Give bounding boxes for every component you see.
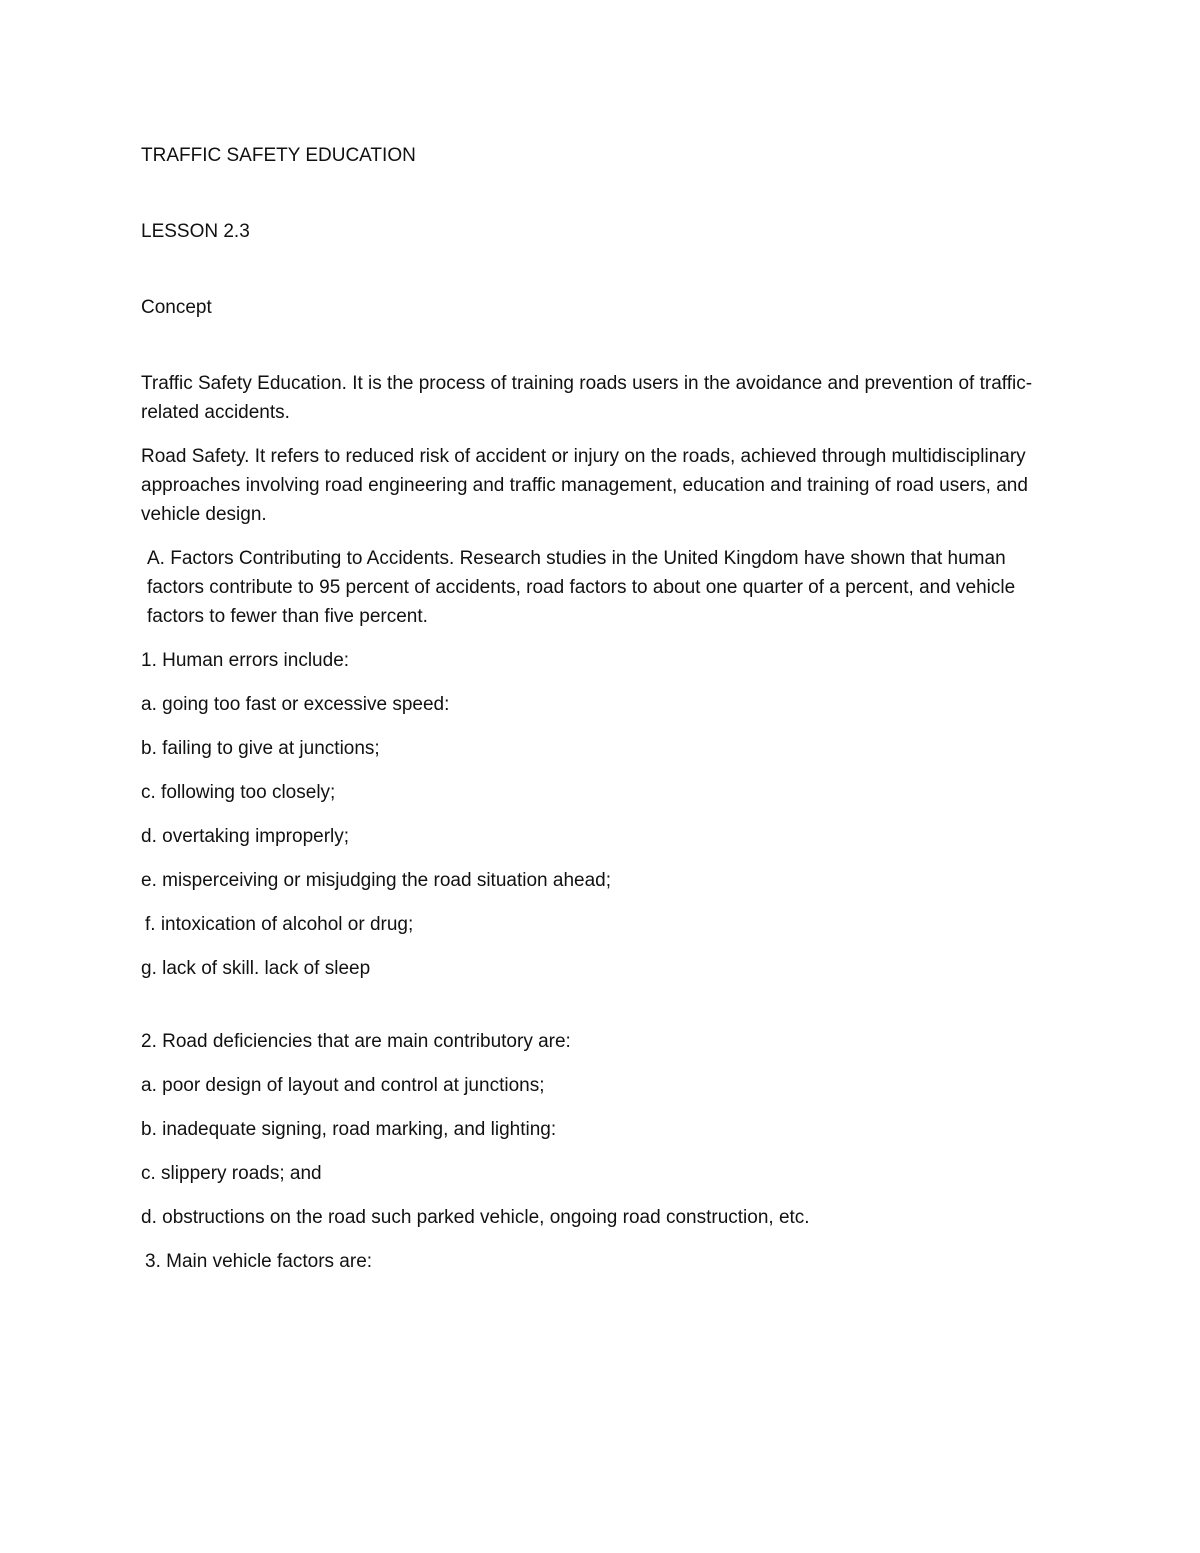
document-title: TRAFFIC SAFETY EDUCATION — [141, 145, 416, 166]
list-item: b. failing to give at junctions; — [141, 738, 380, 759]
road-deficiencies-heading: 2. Road deficiencies that are main contributory are: — [141, 1031, 571, 1052]
list-item: d. overtaking improperly; — [141, 826, 350, 847]
list-item: b. inadequate signing, road marking, and lighting: — [141, 1119, 557, 1140]
list-item: a. poor design of layout and control at junctions; — [141, 1075, 545, 1096]
vehicle-factors-heading: 3. Main vehicle factors are: — [145, 1251, 373, 1272]
list-item: d. obstructions on the road such parked vehicle, ongoing road construction, etc. — [141, 1207, 810, 1228]
human-errors-heading: 1. Human errors include: — [141, 650, 350, 671]
document-body — [141, 141, 1061, 1291]
lesson-number: LESSON 2.3 — [141, 221, 250, 242]
definition-road-safety: Road Safety. It refers to reduced risk of accident or injury on the roads, achieved through multidisciplinary approaches involving road engineering and traffic management, education and training of road users, and vehicle design. — [141, 446, 1028, 525]
list-item: a. going too fast or excessive speed: — [141, 694, 450, 715]
list-item: c. slippery roads; and — [141, 1163, 322, 1184]
definition-traffic-safety-education: Traffic Safety Education. It is the process of training roads users in the avoidance and prevention of traffic-related accidents. — [141, 373, 1033, 423]
list-item: f. intoxication of alcohol or drug; — [145, 914, 414, 935]
list-item: e. misperceiving or misjudging the road situation ahead; — [141, 870, 611, 891]
section-heading: Concept — [141, 297, 212, 318]
list-item: g. lack of skill. lack of sleep — [141, 958, 371, 979]
factors-paragraph: A. Factors Contributing to Accidents. Research studies in the United Kingdom have shown that human factors contribute to 95 percent of accidents, road factors to about one quarter of a percent, and vehicle factors to fewer than five percent. — [147, 548, 1016, 627]
list-item: c. following too closely; — [141, 782, 336, 803]
